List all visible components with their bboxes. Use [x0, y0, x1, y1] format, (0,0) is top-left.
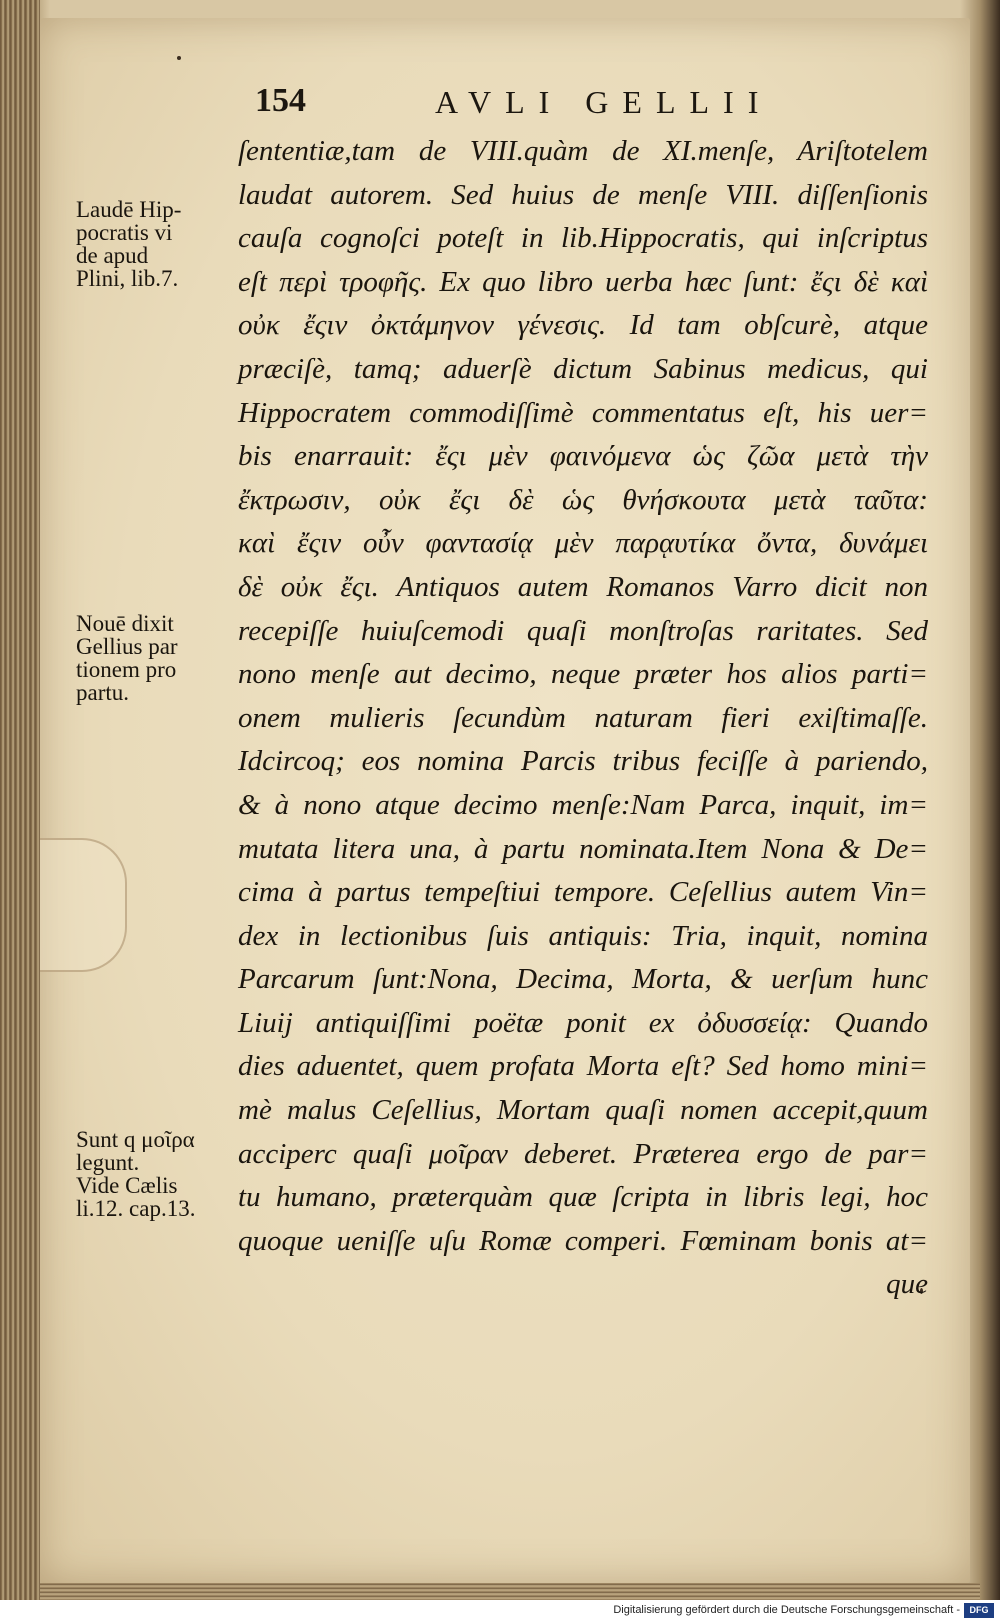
page-number: 154	[255, 82, 306, 119]
marginal-line: legunt.	[76, 1150, 140, 1175]
body-text	[238, 130, 928, 1307]
dfg-logo: DFG	[964, 1603, 994, 1618]
marginal-line: Gellius par	[76, 634, 178, 659]
text-line: mutata litera una, à partu nominata.Item Nona & De=	[238, 832, 928, 865]
text-line: ſententiæ,tam de VIII.quàm de XI.menſe, Ariſtotelem	[238, 135, 928, 167]
page-stack-edge	[0, 0, 40, 1622]
text-line: οὐκ ἔςιν ὀκτάμηνον γένεσις. Id tam obſcurè, atque	[238, 309, 928, 342]
marginal-line: pocratis vi	[76, 220, 173, 245]
marginal-line: partu.	[76, 680, 130, 705]
text-line: recepiſſe huiuſcemodi quaſi monſtroſas raritates. Sed	[238, 614, 928, 647]
text-line: cauſa cognoſci poteſt in lib.Hippocratis, qui inſcriptus	[238, 222, 928, 255]
marginal-line: tionem pro	[76, 657, 177, 682]
text-line: quoque ueniſſe uſu Romæ comperi. Fœminam bonis at=	[238, 1224, 928, 1257]
text-line: dies aduentet, quem profata Morta eſt? Sed homo mini=	[238, 1050, 928, 1083]
marginal-line: Sunt q μοῖρα	[76, 1127, 195, 1152]
text-line: mè malus Ceſellius, Mortam quaſi nomen accepit,quum	[238, 1094, 928, 1127]
text-line: καὶ ἔςιν οὖν φαντασίᾳ μὲν παρᾳυτίκα ὄντα, δυνάμει	[238, 527, 928, 560]
text-line: bis enarrauit: ἔςι μὲν φαινόμενα ὡς ζῶα μετὰ τὴν	[238, 440, 928, 473]
marginal-note	[76, 612, 236, 704]
text-line: præciſè, tamq; aduerſè dictum Sabinus medicus, qui	[238, 352, 928, 385]
text-line: Hippocratem commodiſſimè commentatus eſt, his uer=	[238, 396, 928, 429]
text-line: acciperc quaſi μοῖραν deberet. Præterea ergo de par=	[238, 1137, 928, 1170]
page-bottom-edge	[40, 1583, 980, 1600]
text-line: laudat autorem. Sed huius de menſe VIII. diſſenſionis	[238, 178, 928, 211]
running-title: AVLI GELLII	[435, 84, 773, 120]
text-line: ἔκτρωσιν, οὐκ ἔςι δὲ ὡς θνήσκουτα μετὰ ταῦτα:	[238, 483, 928, 516]
digitization-footer	[0, 1600, 1000, 1622]
text-line: & à nono atque decimo menſe:Nam Parca, inquit, im=	[238, 788, 928, 821]
marginal-line: Laudē Hip-	[76, 197, 182, 222]
text-line: nono menſe aut decimo, neque præter hos alios parti=	[238, 658, 928, 691]
marginal-line: Nouē dixit	[76, 611, 174, 636]
text-line: δὲ οὐκ ἔςι. Antiquos autem Romanos Varro dicit non	[238, 570, 928, 603]
text-line: Liuij antiquiſſimi poëtæ ponit ex ὀδυσσείᾳ: Quando	[238, 1006, 928, 1039]
marginal-note	[76, 198, 236, 290]
page-header	[255, 82, 775, 126]
marginal-line: Plini, lib.7.	[76, 266, 179, 291]
text-line: tu humano, præterquàm quæ ſcripta in libris legi, hoc	[238, 1181, 928, 1214]
catchword: que	[886, 1268, 928, 1301]
text-line: Idcircoq; eos nomina Parcis tribus feciſſe à pariendo,	[238, 745, 928, 778]
marginal-line: Vide Cælis	[76, 1173, 178, 1198]
marginal-note	[76, 1128, 236, 1220]
ink-speck	[177, 56, 181, 60]
marginal-line: de apud	[76, 243, 149, 268]
text-line: dex in lectionibus ſuis antiquis: Tria, inquit, nomina	[238, 919, 928, 952]
text-line: cima à partus tempeſtiui tempore. Ceſellius autem Vin=	[238, 876, 928, 909]
marginal-line: li.12. cap.13.	[76, 1196, 196, 1221]
page-fold-mark	[40, 838, 127, 972]
text-line: Parcarum ſunt:Nona, Decima, Morta, & uerſum hunc	[238, 963, 928, 996]
digitization-note: Digitalisierung gefördert durch die Deutsche Forschungsgemeinschaft -	[613, 1604, 960, 1616]
text-line: eſt περὶ τροφῆς. Ex quo libro uerba hæc ſunt: ἔςι δὲ καὶ	[238, 265, 928, 298]
text-line: onem mulieris ſecundùm naturam fieri exiſtimaſſe.	[238, 701, 928, 734]
